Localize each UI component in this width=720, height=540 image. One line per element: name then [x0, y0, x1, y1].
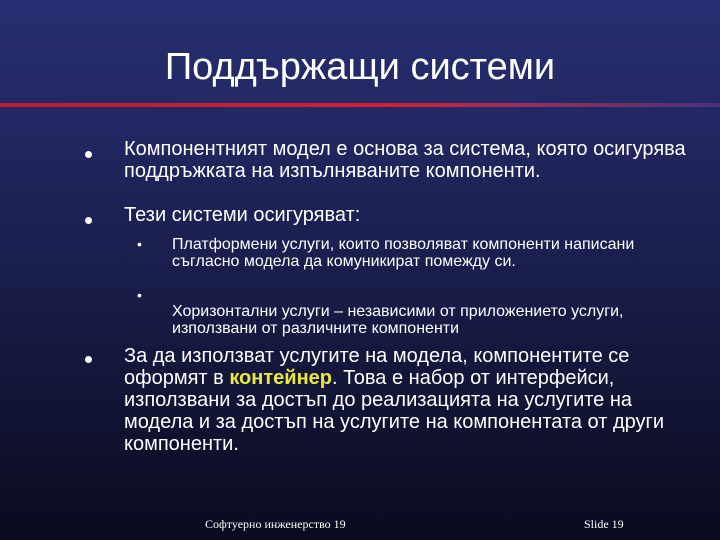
bullet-item-3	[124, 345, 704, 455]
bullet-dot	[85, 217, 92, 224]
sub-bullet-item-2: Хоризонтални услуги – независими от приложението услуги, използвани от различните компоненти	[172, 303, 624, 337]
sub-bullet-item-1: Платформени услуги, които позволяват компоненти написани съгласно модела да комуникират помежду си.	[172, 236, 635, 270]
slide-title: Поддържащи системи	[164, 46, 556, 88]
footer-course-title: Софтуерно инженерство 19	[205, 517, 346, 531]
bullet-item-3-text-after: . Това е набор от интерфейси, използвани за достъп до реализацията на услугите на модела и за достъп на услугите на компонентата от други компоненти.	[124, 367, 664, 455]
sub-bullet-dot: •	[137, 236, 142, 252]
sub-bullet-dot: •	[137, 287, 142, 303]
bullet-dot	[85, 356, 92, 363]
container-highlight: контейнер	[229, 367, 332, 389]
footer-slide-number: Slide 19	[584, 517, 624, 531]
bullet-item-2: Тези системи осигуряват:	[124, 204, 361, 226]
bullet-item-3-text-before: За да използват услугите на модела, компонентите се оформят в	[124, 345, 630, 389]
bullet-item-1: Компонентният модел е основа за система, която осигурява поддръжката на изпълняваните компоненти.	[124, 138, 686, 182]
bullet-dot	[85, 151, 92, 158]
